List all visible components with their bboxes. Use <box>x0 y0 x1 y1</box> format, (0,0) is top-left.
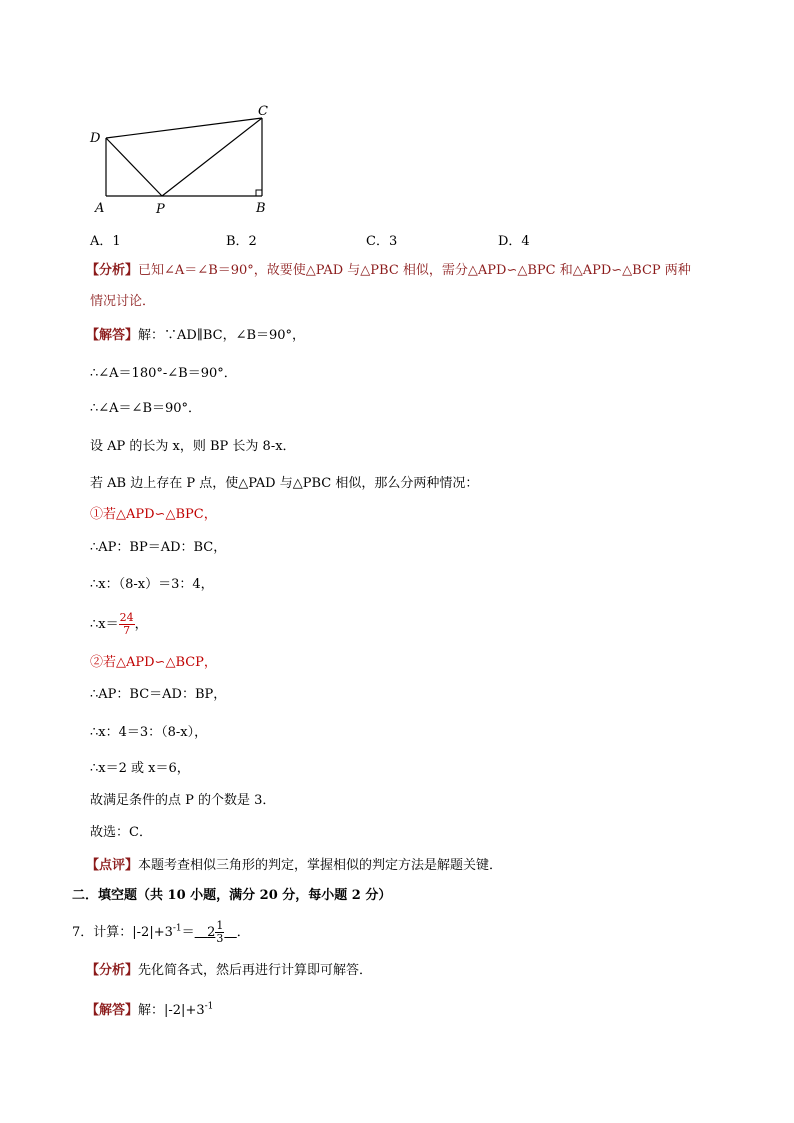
label-d: D <box>90 131 101 146</box>
analysis-tag: 【分析】 <box>86 263 139 278</box>
label-b: B <box>256 201 266 216</box>
case-2-line-c: ∴x＝2 或 x＝6， <box>90 761 190 776</box>
solution-step-4: 若 AB 边上存在 P 点，使△PAD 与△PBC 相似，那么分两种情况： <box>90 476 479 491</box>
label-a: A <box>95 201 105 216</box>
analysis-2-line <box>86 962 372 980</box>
solution-tag: 【解答】 <box>86 328 139 343</box>
right-angle-mark <box>256 190 262 196</box>
q7-fraction-numerator: 1 <box>216 919 224 932</box>
comment-tag: 【点评】 <box>86 858 139 873</box>
solution-step-3: 设 AP 的长为 x，则 BP 长为 8-x． <box>90 439 296 454</box>
option-a: A．1 <box>90 234 121 249</box>
fraction-numerator: 24 <box>119 611 134 624</box>
option-d: D．4 <box>498 234 530 249</box>
analysis-2-text: 先化简各式，然后再进行计算即可解答． <box>138 963 373 978</box>
question-7 <box>72 918 250 948</box>
case-1-c-suffix: ， <box>134 617 148 632</box>
analysis-line-2: 情况讨论． <box>90 294 156 309</box>
case-2-heading: ②若△APD∽△BCP， <box>90 655 217 670</box>
q7-prefix: 7．计算：|-2|+3 <box>72 925 173 940</box>
case-1-c-prefix: ∴x＝ <box>90 617 119 632</box>
solution-2-text: 解：|-2|+3 <box>138 1003 205 1018</box>
fraction-denominator: 7 <box>123 624 131 637</box>
case-1-line-c <box>90 612 148 638</box>
q7-end: ． <box>236 925 250 940</box>
q7-answer-whole: 2 <box>207 925 216 940</box>
solution-choice: 故选：C． <box>90 825 152 840</box>
solution-2-tag: 【解答】 <box>86 1003 139 1018</box>
label-p: P <box>156 202 165 217</box>
comment-line <box>86 857 502 875</box>
case-1-heading: ①若△APD∽△BPC， <box>90 507 217 522</box>
q7-exponent: -1 <box>172 923 182 934</box>
solution-2-line <box>86 1002 213 1020</box>
segment-pc <box>162 118 262 196</box>
solution-intro-text: 解：∵AD∥BC，∠B＝90°， <box>138 328 306 343</box>
q7-answer-fraction <box>215 920 224 945</box>
case-2-line-b: ∴x：4＝3：（8-x）， <box>90 725 208 740</box>
solution-2-exponent: -1 <box>204 1001 214 1012</box>
q7-fraction-denominator: 3 <box>216 932 224 945</box>
segment-dc <box>106 118 262 138</box>
q7-answer-blank <box>195 919 237 945</box>
analysis-2-tag: 【分析】 <box>86 963 139 978</box>
section-2-title: 二．填空题（共 10 小题，满分 20 分，每小题 2 分） <box>72 888 392 903</box>
solution-conclusion: 故满足条件的点 P 的个数是 3． <box>90 793 276 808</box>
option-b: B．2 <box>226 234 257 249</box>
analysis-text: 已知∠A＝∠B＝90°，故要使△PAD 与△PBC 相似，需分△APD∽△BPC 和△APD∽△BCP 两种 <box>138 263 691 278</box>
segment-dp <box>106 138 162 196</box>
label-c: C <box>258 104 268 119</box>
comment-text: 本题考查相似三角形的判定，掌握相似的判定方法是解题关键． <box>138 858 503 873</box>
fraction-24-7 <box>119 612 135 637</box>
case-1-line-a: ∴AP：BP＝AD：BC， <box>90 540 227 555</box>
solution-step-2: ∴∠A＝∠B＝90°． <box>90 401 202 416</box>
q7-equals: ＝ <box>181 925 195 940</box>
solution-intro <box>86 327 305 345</box>
case-2-line-a: ∴AP：BC＝AD：BP， <box>90 687 227 702</box>
case-1-line-b: ∴x：（8-x）＝3：4， <box>90 577 214 592</box>
solution-step-1: ∴∠A＝180°-∠B＝90°． <box>90 366 237 381</box>
option-c: C．3 <box>366 234 398 249</box>
analysis-line-1 <box>86 262 691 280</box>
geometry-figure <box>0 0 794 230</box>
